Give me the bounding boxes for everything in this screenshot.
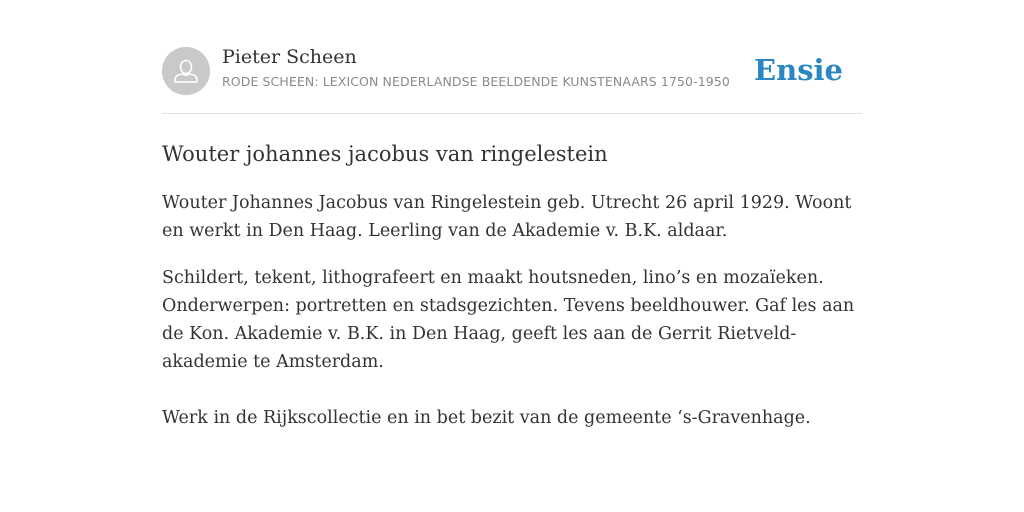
ensie-logo[interactable]: Ensie <box>754 53 843 87</box>
author-avatar[interactable] <box>162 47 210 95</box>
user-icon <box>162 47 210 95</box>
article-card <box>162 40 862 451</box>
author-name[interactable]: Pieter Scheen <box>222 46 357 68</box>
article-body <box>162 189 862 432</box>
article-paragraph: Werk in de Rijkscollectie en in bet bezit van de gemeente ‘s-Gravenhage. <box>162 408 811 428</box>
article-title: Wouter johannes jacobus van ringelestein <box>162 142 608 166</box>
article-header <box>162 40 862 114</box>
article-paragraph: Schildert, tekent, lithografeert en maakt houtsneden, lino’s en mozaïeken. Onderwerpen: portretten en stadsgezichten. Tevens beeldhouwer. Gaf les aan de Kon. Akademie v. B.K. in Den Haag, geeft les aan de Gerrit Rietveld-akademie te Amsterdam. <box>162 268 855 372</box>
article-paragraph: Wouter Johannes Jacobus van Ringelestein geb. Utrecht 26 april 1929. Woont en werkt in Den Haag. Leerling van de Akademie v. B.K. aldaar. <box>162 193 852 241</box>
source-title[interactable]: RODE SCHEEN: LEXICON NEDERLANDSE BEELDENDE KUNSTENAARS 1750-1950 <box>222 74 730 89</box>
